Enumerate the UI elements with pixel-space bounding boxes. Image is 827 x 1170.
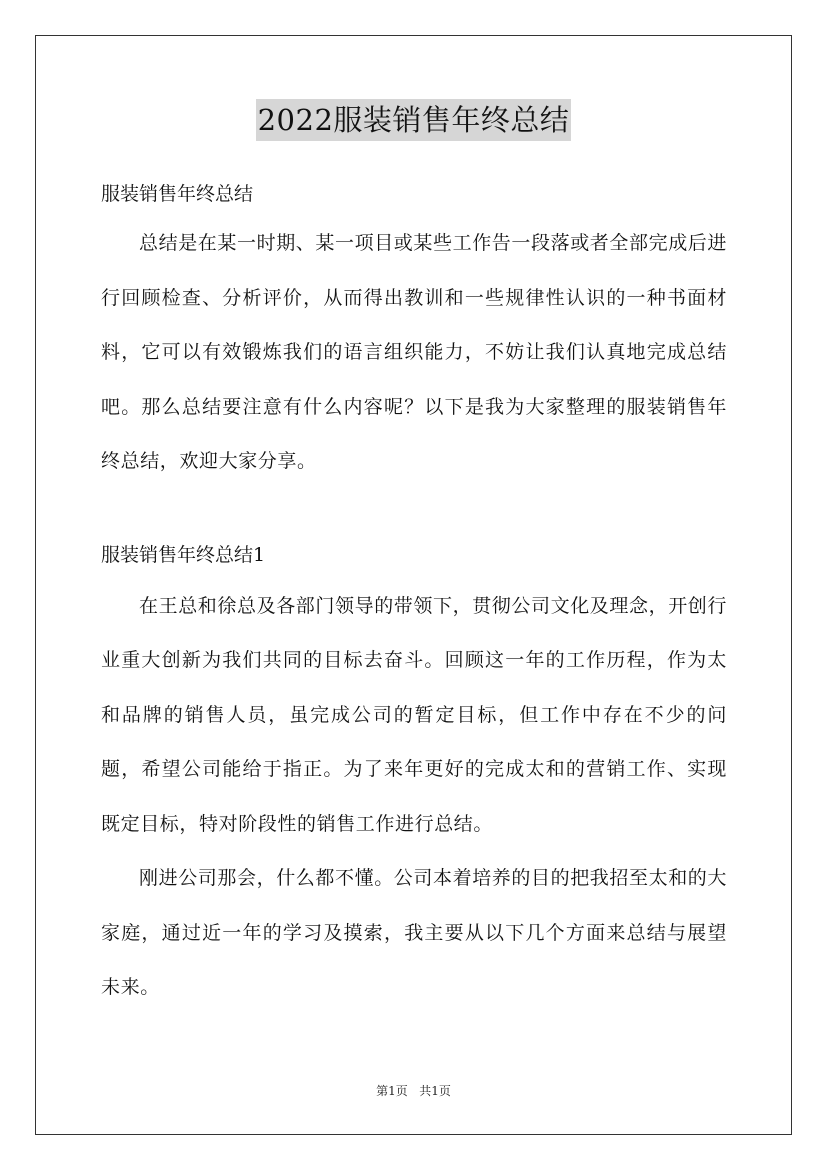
section1-paragraph-1: 在王总和徐总及各部门领导的带领下，贯彻公司文化及理念，开创行业重大创新为我们共同的目标去奋斗。回顾这一年的工作历程，作为太和品牌的销售人员，虽完成公司的暂定目标，但工作中存在不少的问题，希望公司能给于指正。为了来年更好的完成太和的营销工作、实现既定目标，特对阶段性的销售工作进行总结。 [101,594,728,835]
page-total: 共1页 [419,1084,451,1098]
page-footer [0,1083,827,1099]
intro-heading: 服装销售年终总结 [101,183,254,205]
document-title: 2022服装销售年终总结 [256,99,572,141]
title-container [0,99,827,141]
section1-heading: 服装销售年终总结1 [101,543,266,566]
intro-paragraph: 总结是在某一时期、某一项目或某些工作告一段落或者全部完成后进行回顾检查、分析评价，从而得出教训和一些规律性认识的一种书面材料，它可以有效锻炼我们的语言组织能力，不妨让我们认真地完成总结吧。那么总结要注意有什么内容呢？以下是我为大家整理的服装销售年终总结，欢迎大家分享。 [101,232,728,472]
page-number: 第1页 [376,1084,408,1098]
document-body [101,176,727,1015]
section1-paragraph-2: 刚进公司那会，什么都不懂。公司本着培养的目的把我招至太和的大家庭，通过近一年的学习及摸索，我主要从以下几个方面来总结与展望未来。 [101,867,728,998]
